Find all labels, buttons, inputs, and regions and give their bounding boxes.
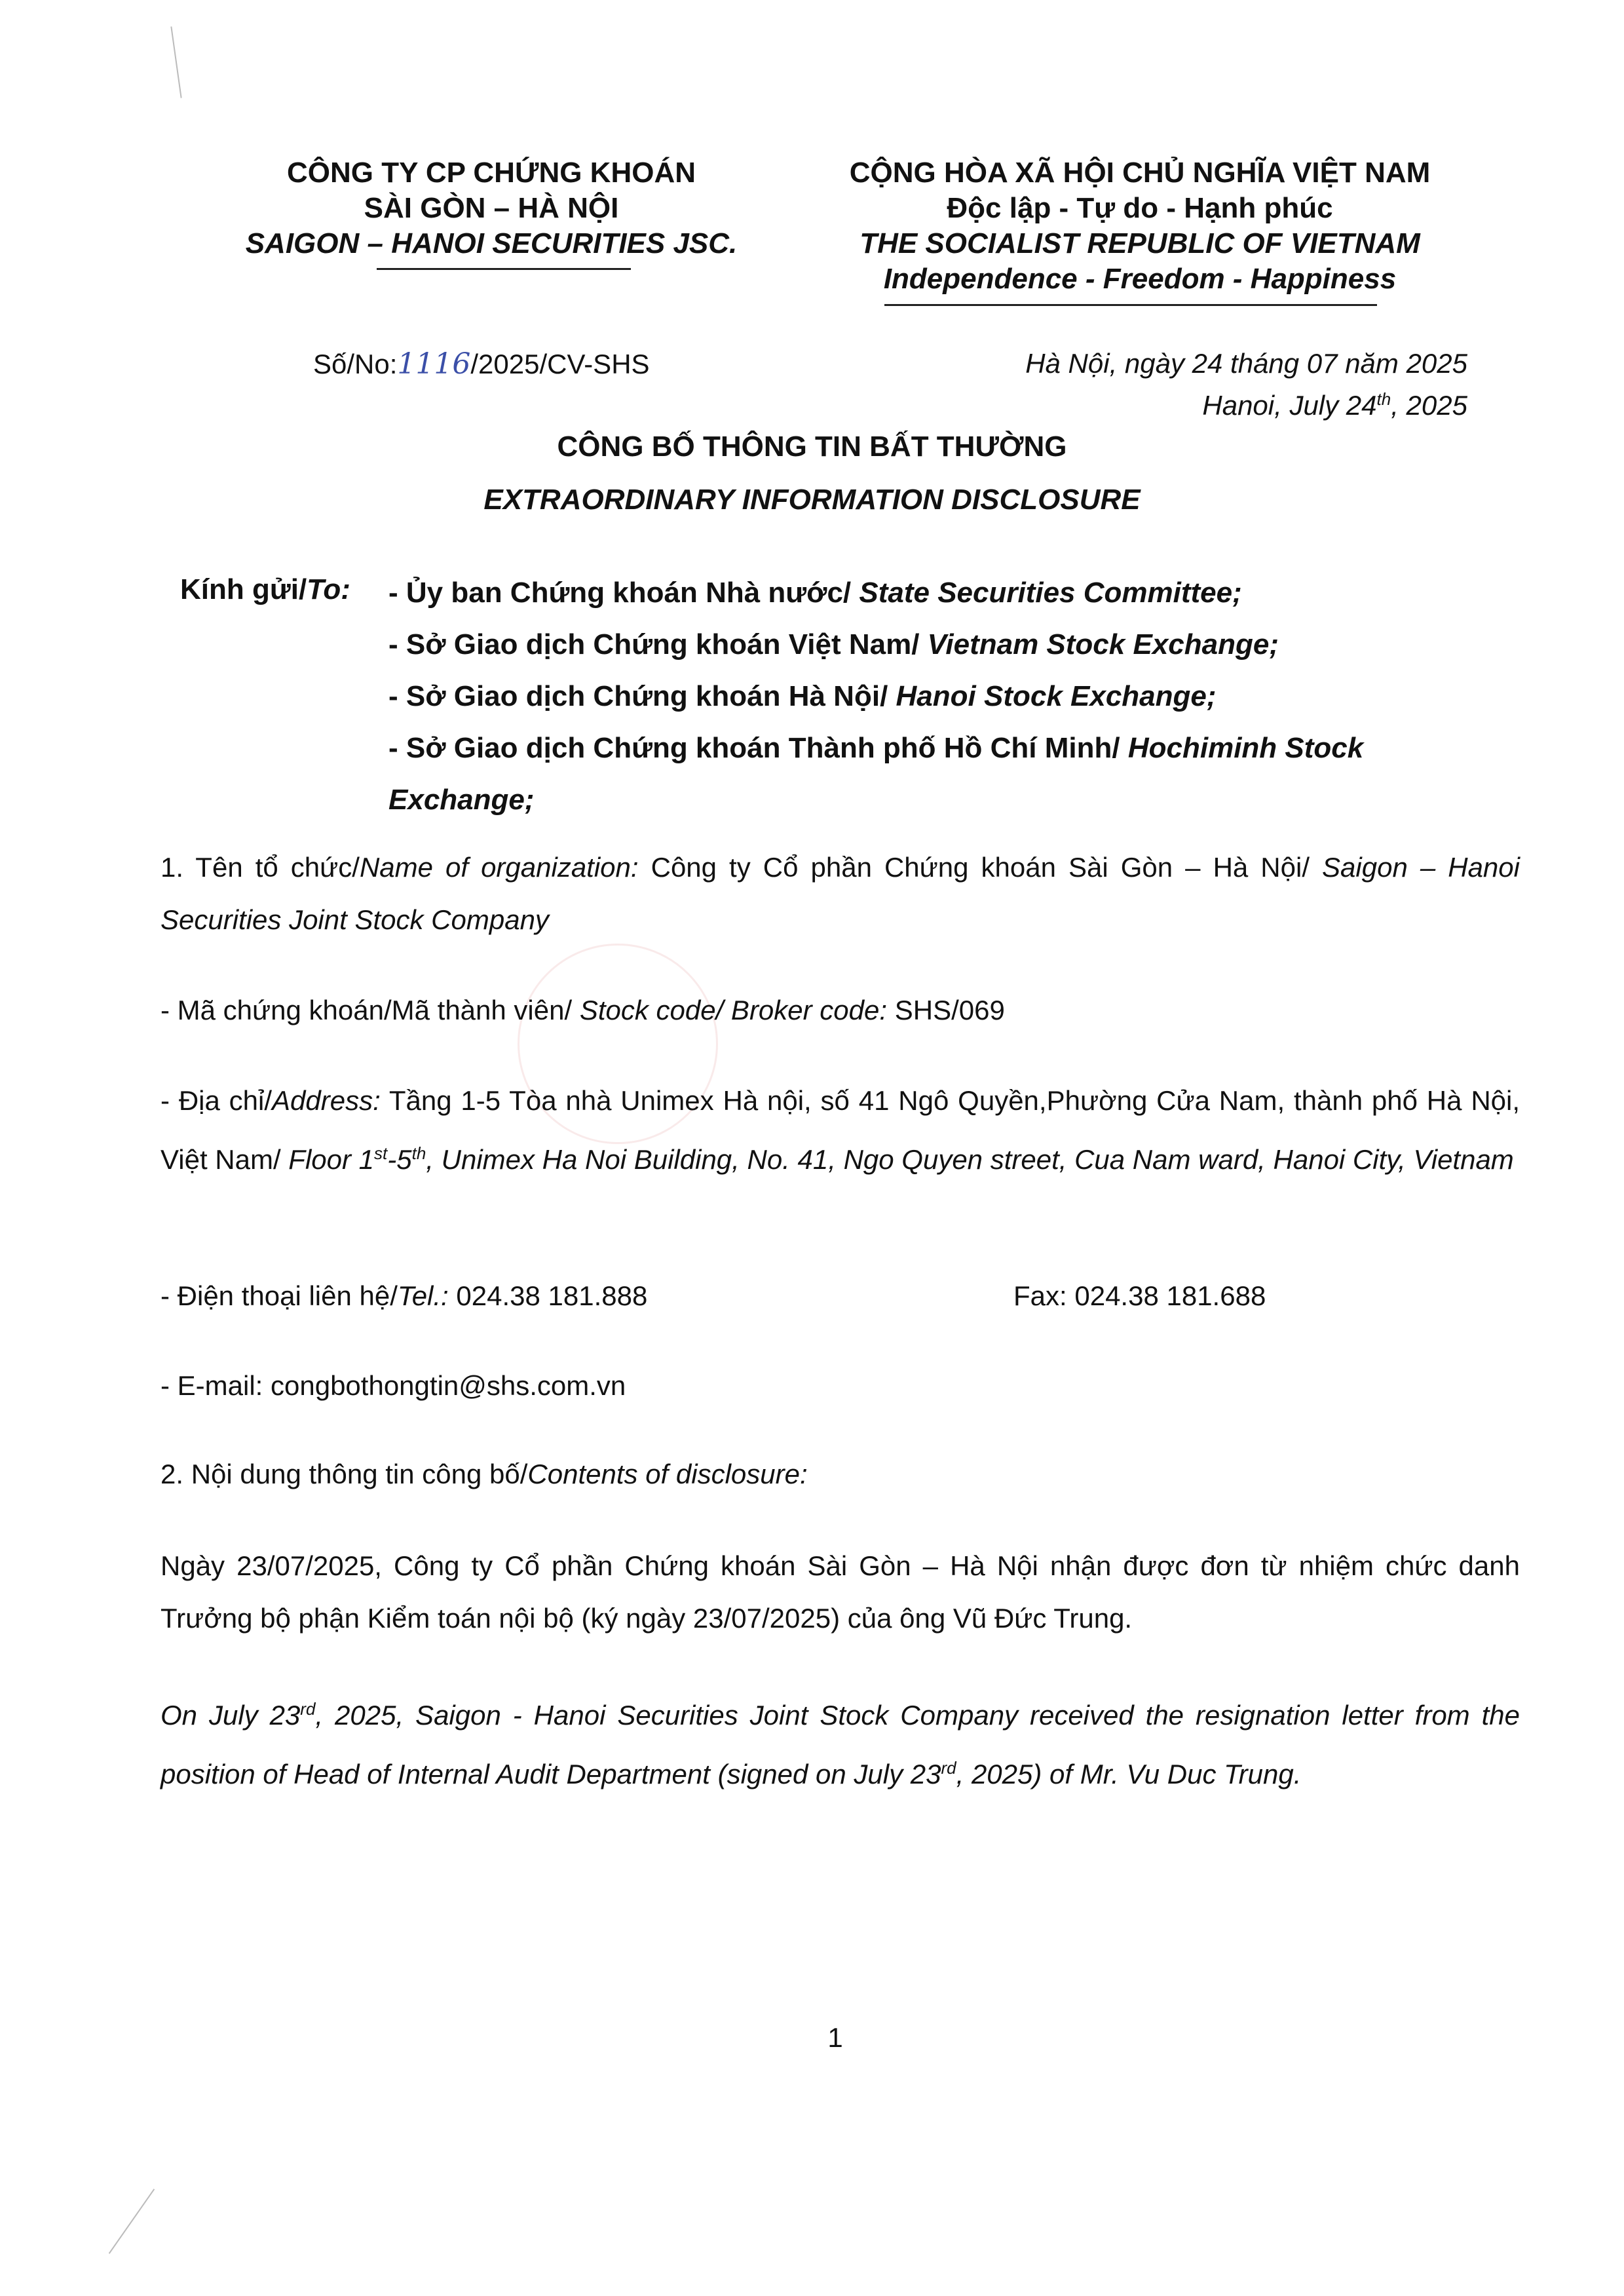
reference-label: Số/No: bbox=[313, 349, 398, 379]
republic-header bbox=[812, 155, 1467, 297]
stock-code: - Mã chứng khoán/Mã thành viên/ Stock code/ Broker code: SHS/069 bbox=[161, 995, 1005, 1025]
fax: Fax: 024.38 181.688 bbox=[1013, 1280, 1266, 1311]
title-vi: CÔNG BỐ THÔNG TIN BẤT THƯỜNG bbox=[557, 430, 1067, 463]
republic-motto-vi: Độc lập - Tự do - Hạnh phúc bbox=[947, 192, 1333, 224]
recipient-item: - Ủy ban Chứng khoán Nhà nước/ State Securities Committee; bbox=[388, 577, 1242, 609]
reference-suffix: /2025/CV-SHS bbox=[470, 349, 650, 379]
recipients-list bbox=[388, 567, 1469, 826]
company-name-vi-line1: CÔNG TY CP CHỨNG KHOÁN bbox=[286, 157, 696, 189]
recipient-item: - Sở Giao dịch Chứng khoán Hà Nội/ Hanoi Stock Exchange; bbox=[388, 680, 1217, 712]
scan-mark-top bbox=[170, 26, 181, 98]
republic-motto-en: Independence - Freedom - Happiness bbox=[883, 263, 1397, 295]
company-name-en: SAIGON – HANOI SECURITIES JSC. bbox=[245, 227, 738, 259]
recipients-label: Kính gửi/To: bbox=[180, 573, 350, 605]
content-paragraph-vi: Ngày 23/07/2025, Công ty Cổ phần Chứng khoán Sài Gòn – Hà Nội nhận được đơn từ nhiệm chức danh Trưởng bộ phận Kiểm toán nội bộ (ký ngày 23/07/2025) của ông Vũ Đức Trung. bbox=[161, 1550, 1520, 1634]
recipient-item: - Sở Giao dịch Chứng khoán Việt Nam/ Vietnam Stock Exchange; bbox=[388, 628, 1279, 660]
email: - E-mail: congbothongtin@shs.com.vn bbox=[161, 1370, 626, 1401]
address: - Địa chỉ/Address: Tầng 1-5 Tòa nhà Unimex Hà nội, số 41 Ngô Quyền,Phường Cửa Nam, thành phố Hà Nội, Việt Nam/ Floor 1st-5th, Unimex Ha Noi Building, No. 41, Ngo Quyen street, Cua Nam ward, Hanoi City, Vietnam bbox=[161, 1085, 1520, 1175]
telephone: - Điện thoại liên hệ/Tel.: 024.38 181.888 bbox=[161, 1280, 648, 1311]
company-name-vi-line2: SÀI GÒN – HÀ NỘI bbox=[364, 192, 619, 224]
org-name: 1. Tên tổ chức/Name of organization: Công ty Cổ phần Chứng khoán Sài Gòn – Hà Nội/ Saigon – Hanoi Securities Joint Stock Company bbox=[161, 852, 1520, 935]
date-en: Hanoi, July 24th, 2025 bbox=[1202, 389, 1467, 421]
page-number: 1 bbox=[827, 2022, 843, 2053]
reference-handwritten: 1116 bbox=[397, 347, 471, 381]
republic-header-underline bbox=[884, 304, 1377, 306]
reference-number bbox=[313, 346, 650, 383]
republic-title-vi: CỘNG HÒA XÃ HỘI CHỦ NGHĨA VIỆT NAM bbox=[849, 157, 1431, 189]
date-vi: Hà Nội, ngày 24 tháng 07 năm 2025 bbox=[1025, 348, 1467, 379]
content-paragraph-en: On July 23rd, 2025, Saigon - Hanoi Securities Joint Stock Company received the resignation letter from the position of Head of Internal Audit Department (signed on July 23rd, 2025) of Mr. Vu Duc Trung. bbox=[161, 1699, 1520, 1789]
content-label: 2. Nội dung thông tin công bố/Contents of disclosure: bbox=[161, 1459, 808, 1489]
document-date bbox=[852, 346, 1467, 423]
company-header-underline bbox=[377, 268, 631, 270]
republic-title-en: THE SOCIALIST REPUBLIC OF VIETNAM bbox=[859, 227, 1420, 259]
scan-mark-bottom bbox=[109, 2189, 155, 2253]
title-en: EXTRAORDINARY INFORMATION DISCLOSURE bbox=[483, 484, 1141, 516]
recipient-item: - Sở Giao dịch Chứng khoán Thành phố Hồ Chí Minh/ Hochiminh Stock Exchange; bbox=[388, 732, 1364, 816]
company-header bbox=[197, 155, 786, 261]
